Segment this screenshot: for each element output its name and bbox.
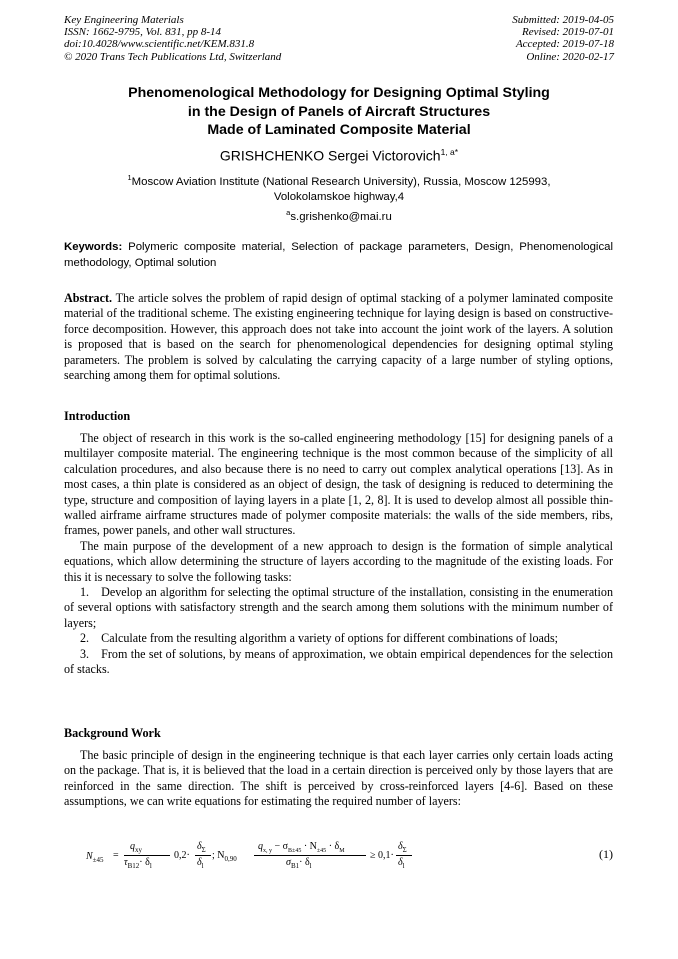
date-submitted: Submitted: 2019-04-05 [512, 14, 614, 26]
journal-header-right [512, 14, 614, 63]
journal-doi: doi:10.4028/www.scientific.net/KEM.831.8 [64, 38, 255, 51]
section-heading-introduction: Introduction [64, 409, 131, 423]
affiliation-line-1: Moscow Aviation Institute (National Research University), Russia, Moscow 125993, [131, 175, 551, 188]
introduction-body [64, 431, 613, 678]
date-revised: Revised: 2019-07-01 [522, 26, 614, 39]
author-sup: 1, a* [440, 147, 459, 157]
affiliation-line-2: Volokolamskoe highway,4 [273, 191, 405, 204]
author-email [40, 208, 638, 223]
introduction-paragraph-2: The main purpose of the development of a new approach to design is the formation of simple analytical equations, which allow determining the structure of layers according to the magnitude of the existing loads. For this it is necessary to solve the following tasks: [64, 538, 613, 584]
eq-lhs: $N_{\pm 45}$ [86, 851, 104, 864]
title-line-3: Made of Laminated Composite Material [207, 122, 471, 138]
paper-title [40, 84, 638, 140]
date-online: Online: 2020-02-17 [526, 50, 614, 63]
email-sup: a [286, 208, 291, 217]
eq-frac-bar-3 [254, 855, 366, 856]
eq-den1: $\tau_{B12}\cdot \delta_l$ [124, 857, 152, 870]
eq-num2: $\delta_\Sigma$ [197, 841, 206, 854]
abstract [64, 291, 613, 383]
equation-1 [64, 840, 613, 872]
eq-frac-bar-4 [396, 855, 412, 856]
eq-num4: $\delta_\Sigma$ [398, 841, 407, 854]
eq-geq: ≥ 0,1· [370, 850, 394, 861]
keywords-label: Keywords: [64, 241, 123, 253]
title-line-2: in the Design of Panels of Aircraft Structures [187, 103, 491, 120]
abstract-label: Abstract. [64, 291, 113, 305]
date-accepted: Accepted: 2019-07-18 [515, 38, 614, 51]
eq-frac-bar-1 [124, 855, 170, 856]
eq-den3: $\sigma_{B1}\cdot \delta_l$ [286, 857, 312, 870]
eq-frac-bar-2 [195, 855, 211, 856]
eq-mid: 0,2· [174, 850, 190, 861]
task-item-3: 3. From the set of solutions, by means of approximation, we obtain empirical dependences for the selection of stacks. [64, 646, 613, 677]
journal-issn: ISSN: 1662-9795, Vol. 831, pp 8-14 [64, 26, 222, 39]
keywords-text: Polymeric composite material, Selection of package parameters, Design, Phenomenological methodology, Optimal solution [64, 241, 614, 269]
author-line [40, 147, 638, 164]
affiliation [70, 170, 608, 206]
author-name: GRISHCHENKO Sergei Victorovich [219, 147, 441, 164]
task-item-2: 2. Calculate from the resulting algorithm a variety of options for different combinations of loads; [80, 631, 559, 646]
section-heading-background: Background Work [64, 726, 161, 740]
introduction-paragraph-1: The object of research in this work is the so-called engineering methodology [15] for designing panels of a multilayer composite material. The engineering technique is the most common because of the simplicity of all calculation procedures, and also because there is no need to carry out complex analytical operations [13]. As in most cases, a thin plate is considered as an object of design, the task of designing is reduced to determining the type, structure and composition of laying layers in a plate [1, 2, 8]. It is used to develop almost all possible thin-walled airframe airframe structures made of polymer composite materials: the walls of the side members, ribs, frames, power panels, and other wall structures. [64, 431, 613, 538]
equation-number: (1) [599, 847, 613, 861]
eq-den4: $\delta_l$ [398, 857, 405, 870]
journal-copyright: © 2020 Trans Tech Publications Ltd, Switzerland [64, 50, 282, 63]
abstract-text: The article solves the problem of rapid design of optimal stacking of a polymer laminated composite material of the traditional scheme. The existing engineering technique for laying design is based on constructive-force decomposition. However, this approach does not take into account the joint work of the layers. A solution is proposed that is based on the search for phenomenological dependencies for designing optimal styling parameters. The problem is solved by calculating the carrying capacity of a large number of styling options, searching among them for optimal solutions. [64, 291, 613, 383]
affiliation-sup: 1 [127, 173, 132, 182]
keywords [64, 240, 613, 271]
journal-header-left [64, 14, 281, 63]
eq-num3: $q_{x, y} - \sigma_{B\pm 45} \cdot N_{\pm 45} \cdot \delta_M$ [258, 841, 345, 854]
eq-semi: ; $N_{0,90}$ [212, 850, 237, 863]
eq-den2: $\delta_l$ [197, 857, 204, 870]
title-line-1: Phenomenological Methodology for Designing Optimal Styling [128, 85, 550, 101]
email-address[interactable]: s.grishenko@mai.ru [290, 210, 392, 223]
eq-equals: = [113, 850, 119, 861]
task-item-1: 1. Develop an algorithm for selecting the optimal structure of the installation, consisting in the enumeration of several options with satisfactory strength and the search among them solutions with the minimum number of layers; [64, 585, 613, 630]
eq-num1: $q_{xy}$ [130, 841, 142, 854]
background-paragraph-1: The basic principle of design in the engineering technique is that each layer carries only certain loads acting on the package. That is, it is believed that the load in a certain direction is perceived only by those layers that are reinforced in the same direction. The shift is perceived by cross-reinforced layers [4-6]. Based on these assumptions, we can write equations for estimating the required number of layers: [64, 748, 613, 809]
journal-name: Key Engineering Materials [64, 14, 184, 26]
background-body [64, 748, 613, 810]
